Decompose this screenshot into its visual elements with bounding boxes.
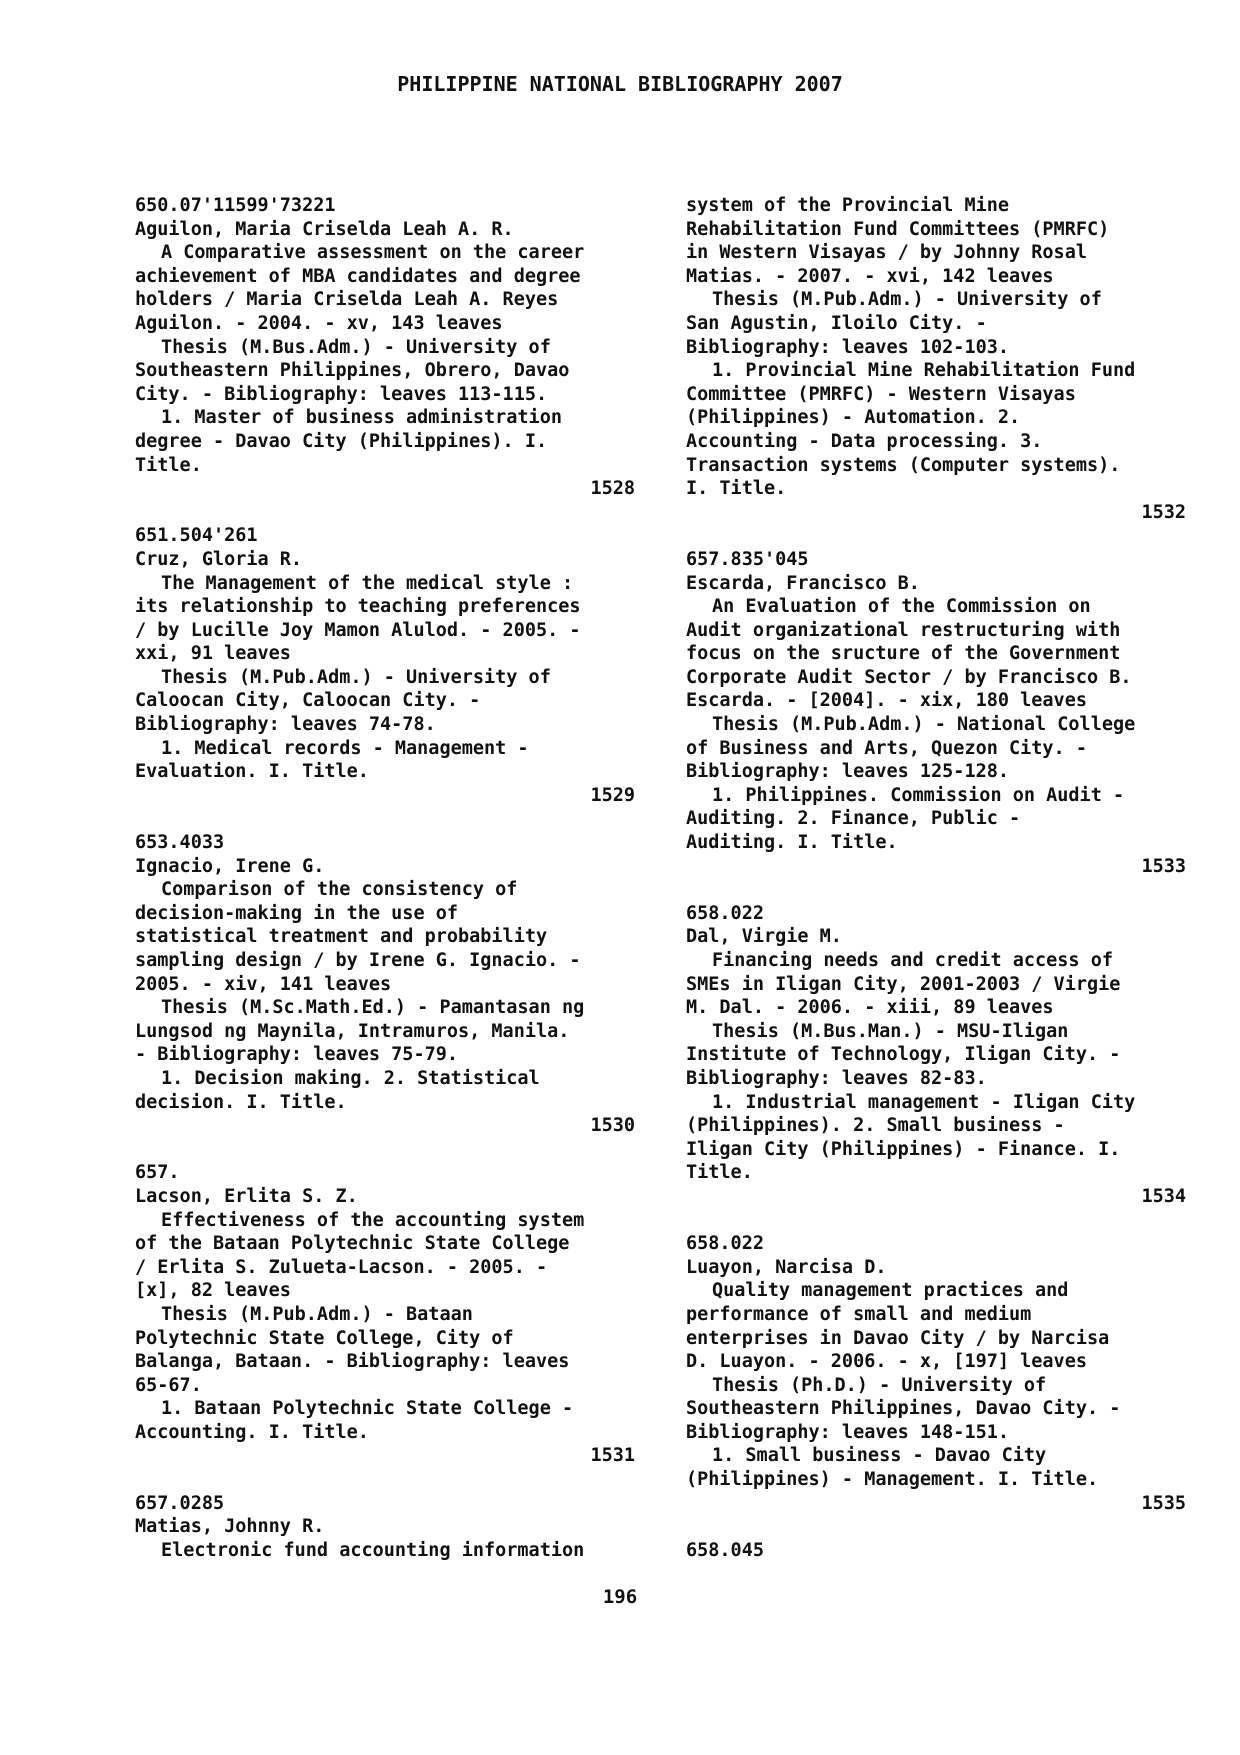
entry-line: 658.022	[686, 1233, 764, 1255]
entry-line: Luayon, Narcisa D.	[686, 1256, 887, 1278]
page-header: PHILIPPINE NATIONAL BIBLIOGRAPHY 2007	[397, 72, 843, 96]
entry-line: holders / Maria Criselda Leah A. Reyes	[135, 289, 559, 311]
bibliography-entry	[686, 194, 1186, 524]
entry-line: / Erlita S. Zulueta-Lacson. - 2005. -	[135, 1256, 548, 1278]
entry-number: 1533	[1141, 855, 1186, 877]
entry-number: 1535	[1141, 1492, 1186, 1514]
entry-line: An Evaluation of the Commission on	[712, 596, 1091, 618]
entry-line: San Agustin, Iloilo City. -	[686, 312, 987, 334]
entry-line: Financing needs and credit access of	[712, 950, 1113, 971]
entry-gap	[135, 1138, 635, 1162]
entry-line: 658.045	[686, 1539, 764, 1561]
entry-line: Polytechnic State College, City of	[135, 1327, 514, 1349]
entry-line: 1. Small business - Davao City	[712, 1445, 1047, 1467]
entry-line: performance of small and medium	[686, 1303, 1032, 1325]
entry-line: Dal, Virgie M.	[686, 926, 842, 948]
bibliography-entry	[135, 831, 635, 1138]
entry-gap	[135, 807, 635, 831]
entry-line: Committee (PMRFC) - Western Visayas	[686, 383, 1076, 405]
entry-line: D. Luayon. - 2006. - x, [197] leaves	[686, 1351, 1087, 1373]
entry-line: Matias. - 2007. - xvi, 142 leaves	[686, 265, 1054, 287]
entry-line: Thesis (M.Bus.Man.) - MSU-Iligan	[712, 1020, 1069, 1042]
entry-line: of the Bataan Polytechnic State College	[135, 1233, 570, 1255]
entry-line: Institute of Technology, Iligan City. -	[686, 1044, 1121, 1066]
entry-line: statistical treatment and probability	[135, 926, 548, 948]
entry-line: Escarda. - [2004]. - xix, 180 leaves	[686, 690, 1087, 712]
entry-line: Thesis (M.Pub.Adm.) - National College	[712, 714, 1136, 736]
entry-line: Thesis (M.Sc.Math.Ed.) - Pamantasan ng	[161, 997, 585, 1019]
bibliography-entry	[135, 1161, 635, 1468]
entry-line: SMEs in Iligan City, 2001-2003 / Virgie	[686, 973, 1121, 995]
entry-line: 1. Provincial Mine Rehabilitation Fund	[712, 360, 1136, 382]
entry-line: 1. Philippines. Commission on Audit -	[712, 784, 1125, 806]
entry-line: Aguilon, Maria Criselda Leah A. R.	[135, 218, 514, 240]
entry-line: Thesis (M.Pub.Adm.) - Bataan	[161, 1303, 473, 1325]
entry-line: its relationship to teaching preferences	[135, 596, 581, 618]
bibliography-entry	[135, 524, 635, 807]
entry-line: Cruz, Gloria R.	[135, 548, 303, 570]
entry-line: 1. Decision making. 2. Statistical	[161, 1067, 540, 1089]
entry-line: 1. Industrial management - Iligan City	[712, 1091, 1136, 1113]
entry-line: Thesis (M.Pub.Adm.) - University of	[161, 666, 551, 688]
entry-line: 657.0285	[135, 1492, 225, 1514]
entry-line: 657.	[135, 1162, 180, 1184]
entry-line: Comparison of the consistency of	[161, 879, 518, 901]
entry-line: Title.	[686, 1162, 753, 1184]
entry-line: Caloocan City, Caloocan City. -	[135, 690, 481, 712]
entry-line: The Management of the medical style :	[161, 572, 574, 594]
entry-line: [x], 82 leaves	[135, 1280, 291, 1302]
right-column	[686, 194, 1186, 1562]
entry-line: Bibliography: leaves 102-103.	[686, 336, 1010, 358]
entry-line: 1. Medical records - Management -	[161, 737, 529, 759]
bibliography-entry	[686, 548, 1186, 878]
entry-line: Thesis (Ph.D.) - University of	[712, 1374, 1047, 1396]
entry-line: Accounting - Data processing. 3.	[686, 430, 1043, 452]
entry-line: 1. Master of business administration	[161, 407, 562, 429]
page-number: 196	[602, 1586, 638, 1608]
entry-line: 653.4033	[135, 832, 225, 854]
entry-line: 2005. - xiv, 141 leaves	[135, 973, 392, 995]
entry-line: Transaction systems (Computer systems).	[686, 454, 1121, 476]
entry-line: 650.07'11599'73221	[135, 195, 336, 216]
entry-line: M. Dal. - 2006. - xiii, 89 leaves	[686, 997, 1054, 1019]
entry-line: Rehabilitation Fund Committees (PMRFC)	[686, 218, 1110, 240]
bibliography-entry	[686, 1539, 1186, 1563]
entry-line: 658.022	[686, 902, 764, 924]
entry-line: Evaluation. I. Title.	[135, 761, 369, 783]
left-column	[135, 194, 635, 1562]
entry-line: Bibliography: leaves 148-151.	[686, 1421, 1010, 1443]
entry-line: City. - Bibliography: leaves 113-115.	[135, 383, 548, 405]
entry-line: 65-67.	[135, 1374, 202, 1396]
entry-line: Title.	[135, 454, 202, 476]
entry-line: degree - Davao City (Philippines). I.	[135, 430, 548, 452]
entry-gap	[686, 878, 1186, 902]
entry-gap	[686, 1209, 1186, 1233]
entry-line: Auditing. 2. Finance, Public -	[686, 808, 1021, 830]
entry-gap	[686, 1515, 1186, 1539]
entry-number: 1530	[590, 1115, 635, 1137]
entry-line: Southeastern Philippines, Obrero, Davao	[135, 360, 570, 382]
entry-line: A Comparative assessment on the career	[161, 242, 585, 264]
entry-line: decision-making in the use of	[135, 902, 459, 924]
entry-line: (Philippines). 2. Small business -	[686, 1115, 1065, 1137]
entry-number: 1528	[590, 478, 635, 500]
entry-line: Thesis (M.Bus.Adm.) - University of	[161, 336, 551, 358]
entry-number: 1532	[1141, 501, 1186, 523]
bibliography-entry	[135, 1492, 635, 1563]
entry-line: Effectiveness of the accounting system	[161, 1209, 585, 1231]
entry-gap	[135, 1468, 635, 1492]
entry-line: system of the Provincial Mine	[686, 195, 1010, 216]
entry-line: xxi, 91 leaves	[135, 643, 291, 665]
entry-line: sampling design / by Irene G. Ignacio. -	[135, 950, 581, 971]
entry-line: Southeastern Philippines, Davao City. -	[686, 1398, 1121, 1420]
entry-line: Aguilon. - 2004. - xv, 143 leaves	[135, 312, 503, 334]
entry-line: Auditing. I. Title.	[686, 832, 898, 854]
entry-line: Bibliography: leaves 82-83.	[686, 1067, 987, 1089]
entry-line: 657.835'045	[686, 548, 809, 570]
entry-line: Quality management practices and	[712, 1280, 1069, 1302]
entry-line: Bibliography: leaves 74-78.	[135, 714, 436, 736]
bibliography-entry	[686, 902, 1186, 1209]
entry-line: Escarda, Francisco B.	[686, 572, 920, 594]
entry-line: Matias, Johnny R.	[135, 1516, 325, 1538]
entry-line: / by Lucille Joy Mamon Alulod. - 2005. -	[135, 619, 581, 641]
entry-line: focus on the sructure of the Government	[686, 643, 1121, 665]
bibliography-entry	[135, 194, 635, 501]
entry-number: 1531	[590, 1445, 635, 1467]
entry-gap	[686, 524, 1186, 548]
entry-line: decision. I. Title.	[135, 1091, 347, 1113]
entry-line: Lacson, Erlita S. Z.	[135, 1185, 358, 1207]
entry-number: 1534	[1141, 1185, 1186, 1207]
entry-line: (Philippines) - Automation. 2.	[686, 407, 1021, 429]
entry-gap	[135, 501, 635, 525]
entry-line: I. Title.	[686, 478, 787, 500]
entry-line: Lungsod ng Maynila, Intramuros, Manila.	[135, 1020, 570, 1042]
entry-line: Balanga, Bataan. - Bibliography: leaves	[135, 1351, 570, 1373]
entry-line: in Western Visayas / by Johnny Rosal	[686, 242, 1087, 264]
entry-line: Accounting. I. Title.	[135, 1421, 369, 1443]
entry-line: 1. Bataan Polytechnic State College -	[161, 1398, 574, 1420]
entry-line: Bibliography: leaves 125-128.	[686, 761, 1010, 783]
entry-line: 651.504'261	[135, 525, 258, 547]
entry-line: enterprises in Davao City / by Narcisa	[686, 1327, 1110, 1349]
entry-line: Corporate Audit Sector / by Francisco B.	[686, 666, 1132, 688]
entry-line: Thesis (M.Pub.Adm.) - University of	[712, 289, 1102, 311]
entry-number: 1529	[590, 784, 635, 806]
entry-line: - Bibliography: leaves 75-79.	[135, 1044, 459, 1066]
entry-line: (Philippines) - Management. I. Title.	[686, 1469, 1099, 1491]
entry-line: achievement of MBA candidates and degree	[135, 265, 581, 287]
bibliography-entry	[686, 1232, 1186, 1515]
entry-line: Iligan City (Philippines) - Finance. I.	[686, 1138, 1121, 1160]
entry-line: Ignacio, Irene G.	[135, 855, 325, 877]
entry-line: Audit organizational restructuring with	[686, 619, 1121, 641]
entry-line: of Business and Arts, Quezon City. -	[686, 737, 1087, 759]
entry-line: Electronic fund accounting information	[161, 1539, 585, 1561]
